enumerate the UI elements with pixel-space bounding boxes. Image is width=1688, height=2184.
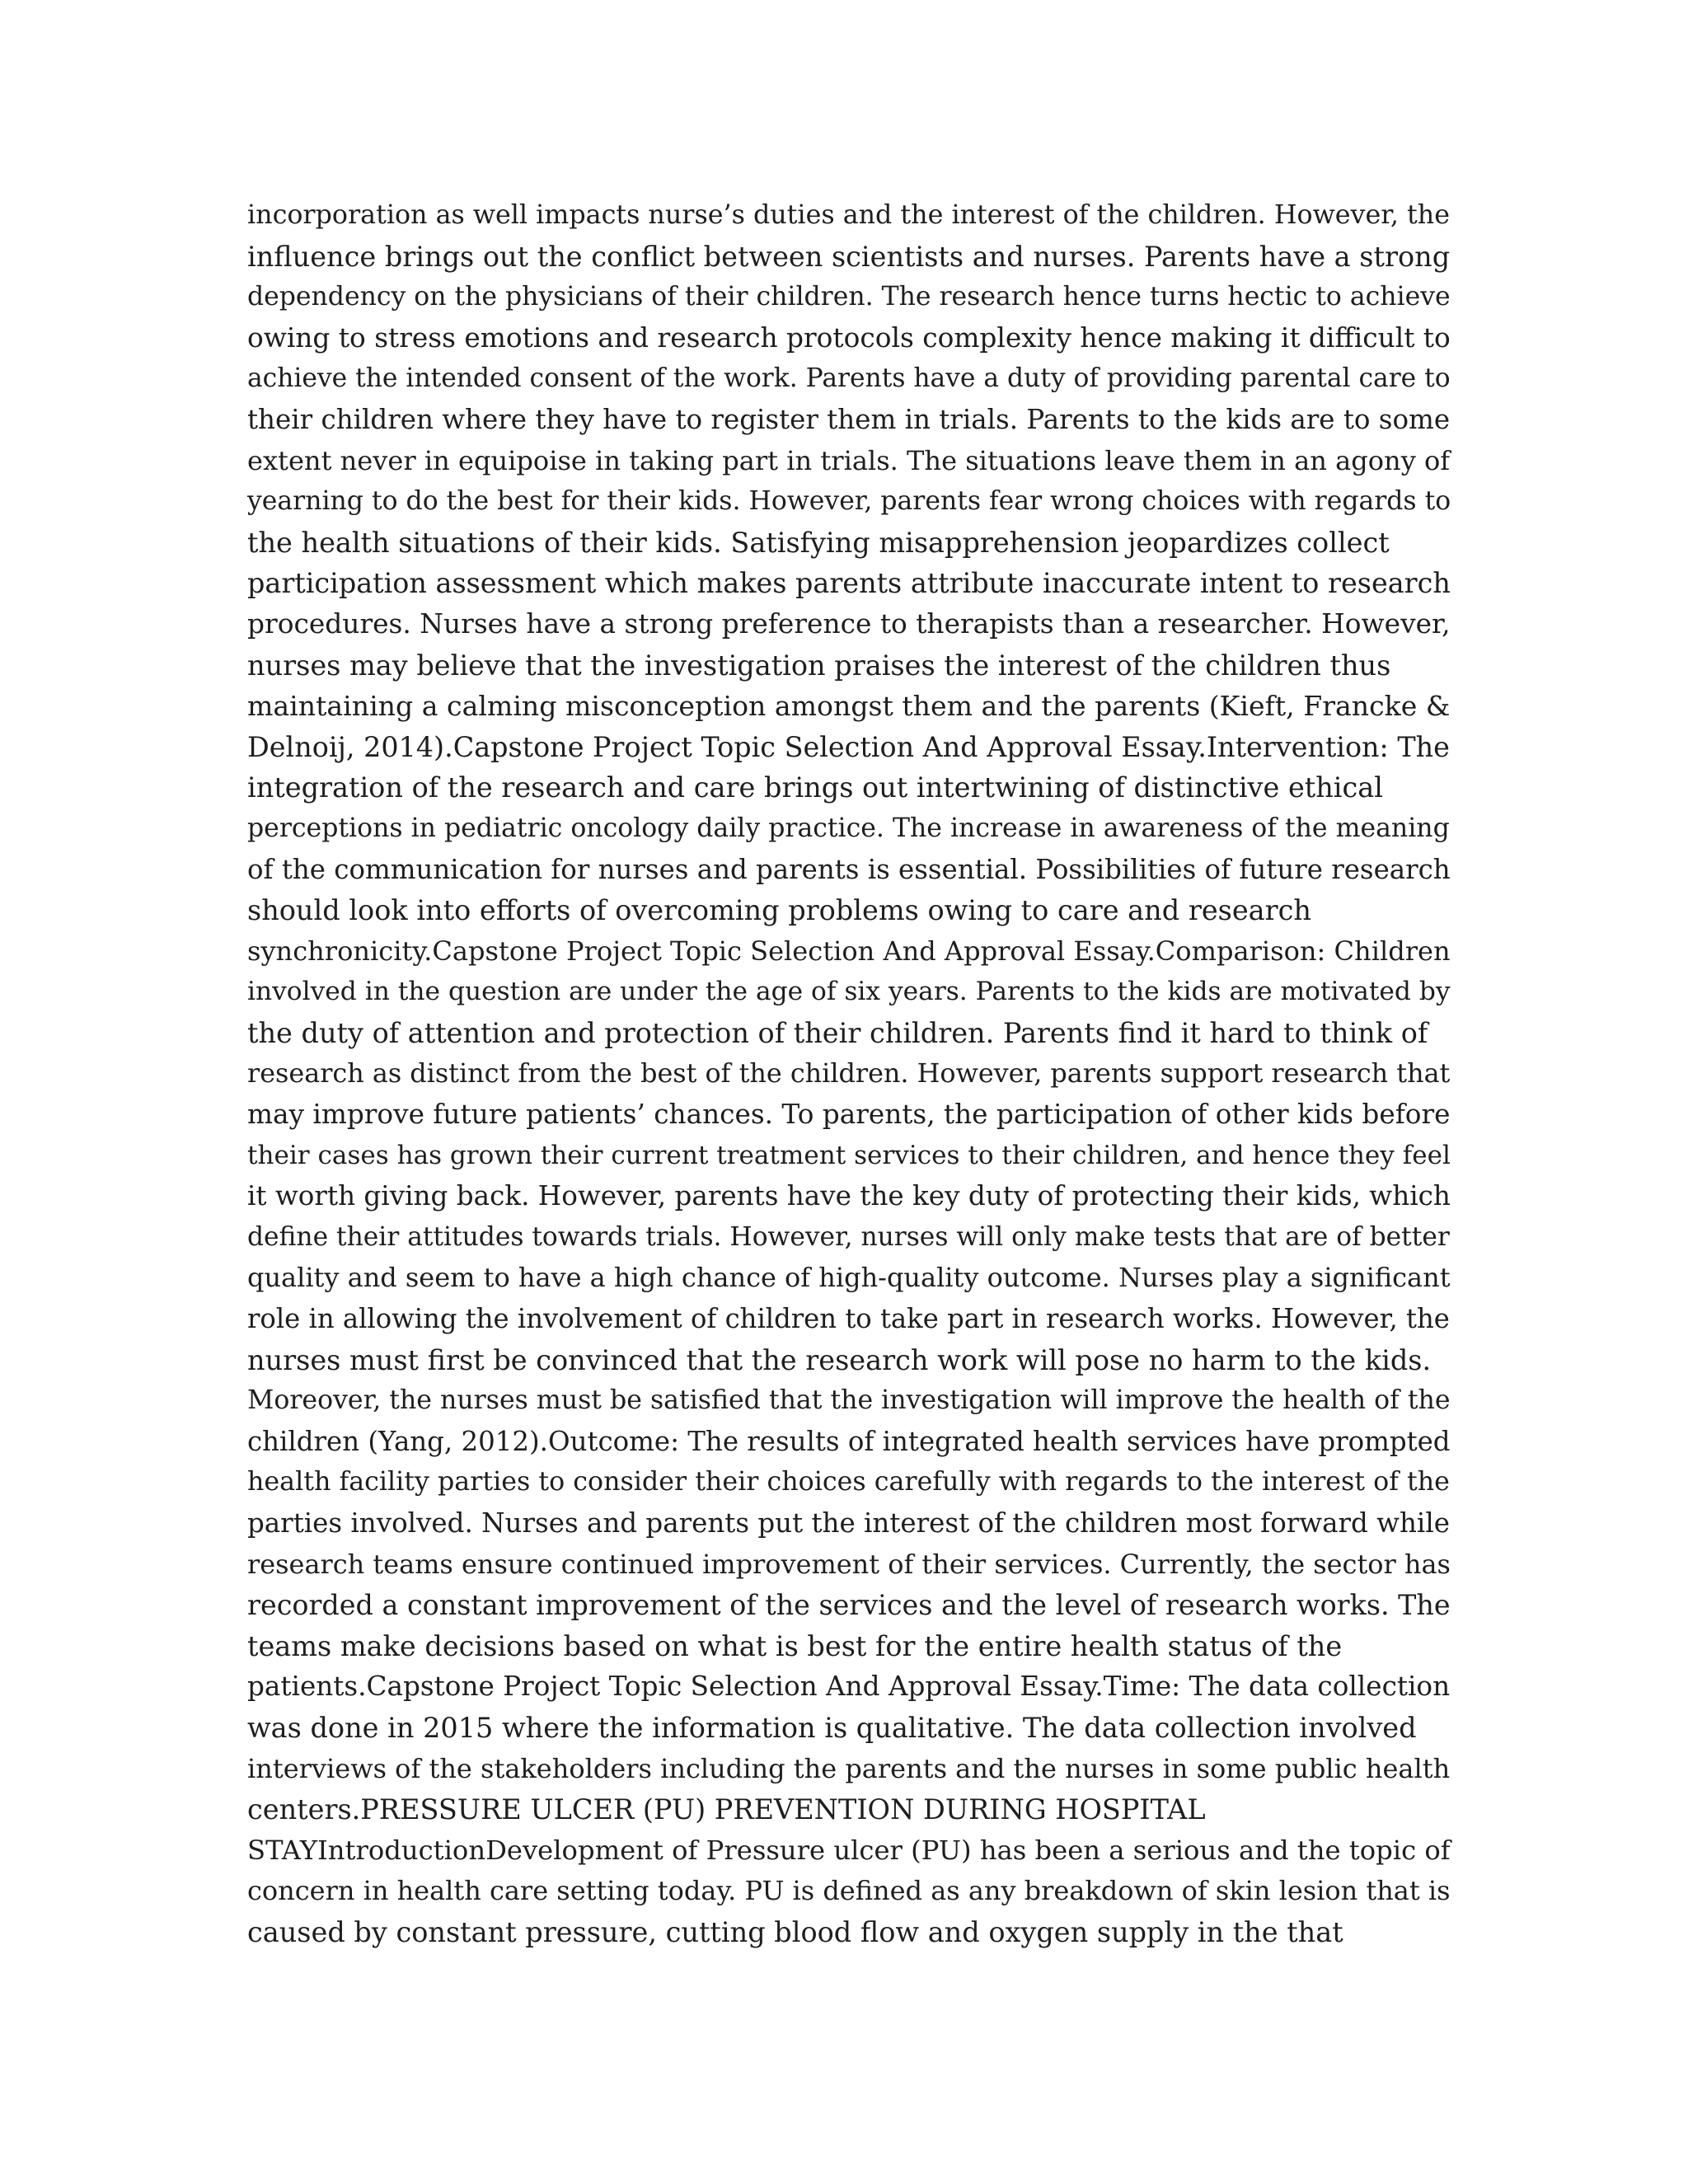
text-line: nurses may believe that the investigation praises the interest of the children thus [247,649,1391,682]
text-line: centers.PRESSURE ULCER (PU) PREVENTION DURING HOSPITAL [247,1793,1206,1826]
text-line: interviews of the stakeholders including the parents and the nurses in some public health [247,1752,1451,1784]
text-line: may improve future patients’ chances. To parents, the participation of other kids before [247,1099,1451,1131]
text-line: the health situations of their kids. Satisfying misapprehension jeopardizes collect [247,526,1390,559]
text-line: health facility parties to consider their choices carefully with regards to the interest of the [247,1467,1450,1497]
text-line: parties involved. Nurses and parents put the interest of the children most forward while [247,1507,1450,1539]
text-line: involved in the question are under the age of six years. Parents to the kids are motivated by [247,977,1451,1007]
text-line: should look into efforts of overcoming problems owing to care and research [247,894,1311,927]
text-line: of the communication for nurses and parents is essential. Possibilities of future research [247,853,1451,885]
text-line: concern in health care setting today. PU is defined as any breakdown of skin lesion that is [247,1875,1451,1907]
text-line: caused by constant pressure, cutting blood flow and oxygen supply in the that [247,1915,1343,1948]
text-line: Moreover, the nurses must be satisfied that the investigation will improve the health of the [247,1385,1451,1416]
text-line: incorporation as well impacts nurse’s duties and the interest of the children. However, the [247,200,1450,230]
text-line: maintaining a calming misconception amongst them and the parents (Kieft, Francke & [247,690,1451,723]
text-line: children (Yang, 2012).Outcome: The results of integrated health services have prompted [247,1425,1451,1457]
text-line: teams make decisions based on what is best for the entire health status of the [247,1629,1343,1662]
text-line: nurses must first be convinced that the research work will pose no harm to the kids. [247,1343,1432,1376]
text-line: recorded a constant improvement of the services and the level of research works. The [247,1589,1451,1622]
text-line: research as distinct from the best of the children. However, parents support research that [247,1057,1451,1090]
text-line: perceptions in pediatric oncology daily practice. The increase in awareness of the meaning [247,813,1450,843]
text-line: participation assessment which makes parents attribute inaccurate intent to research [247,567,1451,600]
text-line: yearning to do the best for their kids. However, parents fear wrong choices with regards to [247,486,1451,517]
text-line: procedures. Nurses have a strong preference to therapists than a researcher. However, [247,607,1451,640]
text-line: quality and seem to have a high chance of high-quality outcome. Nurses play a significant [247,1262,1451,1294]
text-line: their cases has grown their current treatment services to their children, and hence they feel [247,1140,1451,1170]
text-line: patients.Capstone Project Topic Selection And Approval Essay.Time: The data collection [247,1671,1451,1703]
text-line: STAYIntroductionDevelopment of Pressure ulcer (PU) has been a serious and the topic of [247,1834,1451,1866]
text-line: integration of the research and care brings out intertwining of distinctive ethical [247,771,1383,804]
text-line: extent never in equipoise in taking part in trials. The situations leave them in an agony of [247,444,1451,476]
text-line: define their attitudes towards trials. However, nurses will only make tests that are of better [247,1221,1450,1252]
text-line: Delnoij, 2014).Capstone Project Topic Selection And Approval Essay.Intervention: The [247,730,1450,763]
text-line: owing to stress emotions and research protocols complexity hence making it difficult to [247,321,1451,354]
text-line: it worth giving back. However, parents have the key duty of protecting their kids, which [247,1180,1451,1212]
body-text [247,195,1451,1953]
text-line: influence brings out the conflict between scientists and nurses. Parents have a strong [247,240,1451,273]
text-line: dependency on the physicians of their children. The research hence turns hectic to achieve [247,282,1451,312]
text-line: was done in 2015 where the information is qualitative. The data collection involved [247,1711,1417,1744]
text-line: the duty of attention and protection of their children. Parents find it hard to think of [247,1016,1428,1049]
text-line: research teams ensure continued improvement of their services. Currently, the sector has [247,1548,1451,1580]
text-line: achieve the intended consent of the work. Parents have a duty of providing parental care to [247,363,1451,394]
text-line: role in allowing the involvement of children to take part in research works. However, the [247,1303,1450,1335]
text-line: synchronicity.Capstone Project Topic Selection And Approval Essay.Comparison: Children [247,935,1451,967]
text-line: their children where they have to register them in trials. Parents to the kids are to some [247,403,1451,435]
